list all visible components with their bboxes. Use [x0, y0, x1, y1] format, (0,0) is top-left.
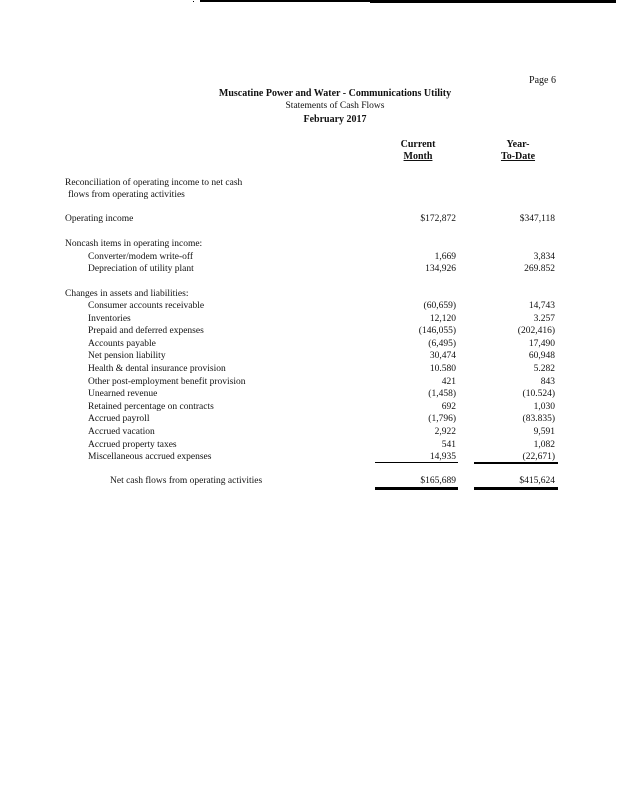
- value-current-month: 692: [441, 401, 456, 412]
- value-current-month: 30,474: [429, 351, 456, 362]
- column-header-line1: Current: [400, 139, 436, 150]
- value-current-month: (1,458): [428, 389, 456, 400]
- value-year-to-date: (202,416): [517, 326, 555, 337]
- row-label: Reconciliation of operating income to net cash: [65, 178, 243, 188]
- table-row: [0, 263, 618, 275]
- statement-period: February 2017: [303, 114, 367, 125]
- statement-title: Statements of Cash Flows: [285, 101, 385, 111]
- table-row: [0, 350, 618, 362]
- value-year-to-date: 269.852: [524, 264, 555, 274]
- row-operating-income: [0, 213, 618, 225]
- subtotal-rule-current: [375, 462, 458, 463]
- value-current-month: 1,669: [434, 252, 456, 262]
- table-row: [0, 251, 618, 263]
- section-intro-line1: [0, 177, 618, 189]
- value-current-month: 10.580: [429, 364, 456, 374]
- column-header-year-to-date: [478, 139, 558, 163]
- value-current-month: 14,935: [429, 452, 456, 463]
- value-current-month: $165,689: [420, 476, 456, 486]
- value-year-to-date: 17,490: [528, 338, 555, 349]
- section-intro-line2: [0, 189, 618, 201]
- table-row: [0, 363, 618, 375]
- row-label: Accrued property taxes: [88, 439, 177, 450]
- value-year-to-date: 14,743: [528, 301, 555, 311]
- row-label: Miscellaneous accrued expenses: [88, 452, 212, 463]
- value-current-month: (146,055): [418, 326, 456, 337]
- value-current-month: 421: [441, 376, 456, 387]
- scan-artifact-dot: [193, 1, 194, 2]
- row-label: Inventories: [88, 313, 131, 324]
- value-year-to-date: 1,082: [533, 439, 555, 450]
- table-row: [0, 426, 618, 438]
- scan-artifact-line-thick: [370, 0, 616, 3]
- table-row: [0, 325, 618, 337]
- table-row: [0, 376, 618, 388]
- changes-heading: [0, 288, 618, 300]
- value-year-to-date: (83.835): [522, 414, 555, 425]
- column-header-line2: Month: [403, 151, 433, 162]
- value-year-to-date: 843: [540, 376, 555, 387]
- table-row: [0, 413, 618, 425]
- value-current-month: (60,659): [423, 301, 456, 311]
- row-label: Net cash flows from operating activities: [110, 476, 263, 486]
- value-year-to-date: (22,671): [522, 452, 555, 463]
- table-row: [0, 338, 618, 350]
- row-label: Accrued payroll: [88, 414, 150, 425]
- row-label: Operating income: [65, 214, 134, 224]
- row-label: Accrued vacation: [88, 427, 155, 437]
- value-year-to-date: 3.257: [533, 313, 555, 324]
- column-header-line1: Year-: [506, 139, 530, 150]
- row-label: Unearned revenue: [88, 389, 158, 400]
- table-row: [0, 401, 618, 413]
- total-double-rule-current: [375, 487, 458, 490]
- row-label: Consumer accounts receivable: [88, 301, 205, 311]
- row-label: flows from operating activities: [68, 190, 185, 200]
- value-year-to-date: 3,834: [533, 252, 555, 262]
- row-label: Net pension liability: [88, 351, 166, 362]
- table-row: [0, 439, 618, 451]
- row-net-cash-flows: [0, 475, 618, 487]
- value-current-month: 2,922: [434, 427, 456, 437]
- value-year-to-date: 1,030: [533, 401, 555, 412]
- row-label: Retained percentage on contracts: [88, 401, 214, 412]
- value-year-to-date: $347,118: [519, 214, 555, 224]
- value-current-month: 12,120: [429, 313, 456, 324]
- value-year-to-date: $415,624: [519, 476, 555, 486]
- value-year-to-date: 60,948: [528, 351, 555, 362]
- value-year-to-date: (10.524): [522, 389, 555, 400]
- row-label: Health & dental insurance provision: [88, 364, 226, 374]
- value-current-month: 134,926: [425, 264, 456, 274]
- company-title: Muscatine Power and Water - Communications Utility: [218, 88, 452, 99]
- value-current-month: (6,495): [428, 338, 456, 349]
- value-year-to-date: 5.282: [533, 364, 555, 374]
- column-header-current-month: [378, 139, 458, 163]
- table-row: [0, 300, 618, 312]
- row-label: Converter/modem write-off: [88, 252, 194, 262]
- table-row: [0, 388, 618, 400]
- row-label: Prepaid and deferred expenses: [88, 326, 204, 337]
- row-label: Accounts payable: [88, 338, 156, 349]
- value-current-month: (1,796): [428, 414, 456, 425]
- page-number: Page 6: [529, 75, 556, 86]
- value-year-to-date: 9,591: [533, 427, 555, 437]
- total-double-rule-ytd: [474, 487, 558, 490]
- row-label: Depreciation of utility plant: [88, 264, 194, 274]
- section-heading: Changes in assets and liabilities:: [65, 289, 189, 299]
- row-label: Other post-employment benefit provision: [88, 376, 246, 387]
- value-current-month: 541: [441, 439, 456, 450]
- table-row: [0, 313, 618, 325]
- column-header-line2: To-Date: [500, 151, 536, 162]
- value-current-month: $172,872: [420, 214, 456, 224]
- noncash-heading: [0, 238, 618, 250]
- subtotal-rule-ytd: [474, 462, 558, 464]
- section-heading: Noncash items in operating income:: [65, 239, 203, 249]
